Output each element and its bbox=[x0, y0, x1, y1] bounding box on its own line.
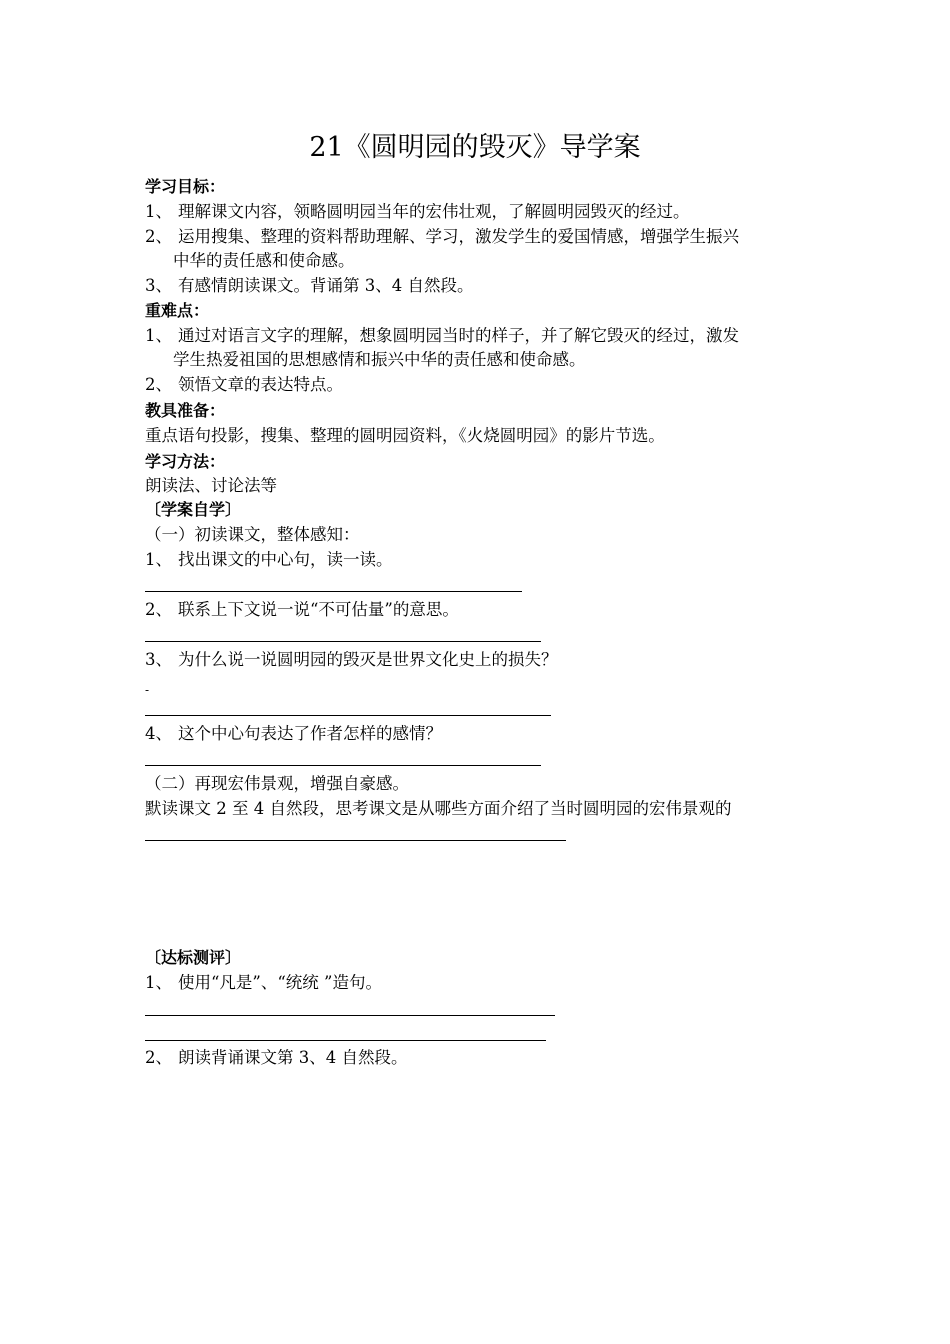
objective-text: 有感情朗读课文。背诵第 3、4 自然段。 bbox=[178, 276, 474, 295]
objectives-heading: 学习目标： bbox=[145, 177, 226, 196]
answer-line bbox=[145, 1040, 546, 1041]
assessment-heading: 〔达标测评〕 bbox=[145, 948, 242, 967]
self-study-heading: 〔学案自学〕 bbox=[145, 500, 242, 519]
assessment-number: 1、 bbox=[145, 973, 172, 992]
part1-heading: （一）初读课文，整体感知： bbox=[145, 525, 360, 544]
objective-item bbox=[145, 200, 690, 224]
methods-heading: 学习方法： bbox=[145, 452, 226, 471]
objective-number: 3、 bbox=[145, 276, 172, 295]
key-point-number: 1、 bbox=[145, 326, 172, 345]
question-number: 3、 bbox=[145, 650, 172, 669]
question-item bbox=[145, 548, 393, 572]
assessment-text: 朗读背诵课文第 3、4 自然段。 bbox=[178, 1048, 408, 1067]
assessment-item bbox=[145, 971, 382, 995]
materials-heading: 教具准备： bbox=[145, 401, 226, 420]
question-item bbox=[145, 648, 558, 672]
assessment-item bbox=[145, 1046, 408, 1070]
key-point-continuation: 学生热爱祖国的思想感情和振兴中华的责任感和使命感。 bbox=[173, 350, 586, 369]
question-text: 这个中心句表达了作者怎样的感情？ bbox=[178, 724, 442, 743]
answer-line bbox=[145, 840, 566, 841]
question-text: 联系上下文说一说“不可估量”的意思。 bbox=[178, 600, 459, 619]
part2-heading: （二）再现宏伟景观，增强自豪感。 bbox=[145, 774, 409, 793]
question-item bbox=[145, 598, 459, 622]
question-text: 为什么说一说圆明园的毁灭是世界文化史上的损失？ bbox=[178, 650, 558, 669]
objective-continuation: 中华的责任感和使命感。 bbox=[173, 251, 355, 270]
answer-line bbox=[145, 641, 541, 642]
objective-text: 运用搜集、整理的资料帮助理解、学习，激发学生的爱国情感，增强学生振兴 bbox=[178, 227, 739, 246]
objective-text: 理解课文内容，领略圆明园当年的宏伟壮观，了解圆明园毁灭的经过。 bbox=[178, 202, 690, 221]
answer-line bbox=[145, 765, 541, 766]
key-point-text: 领悟文章的表达特点。 bbox=[178, 375, 343, 394]
question-number: 2、 bbox=[145, 600, 172, 619]
objective-number: 2、 bbox=[145, 227, 172, 246]
materials-text: 重点语句投影，搜集、整理的圆明园资料，《火烧圆明园》的影片节选。 bbox=[145, 426, 665, 445]
key-point-item bbox=[145, 373, 343, 397]
question-item bbox=[145, 722, 442, 746]
question-text: 找出课文的中心句，读一读。 bbox=[178, 550, 393, 569]
question-number: 1、 bbox=[145, 550, 172, 569]
objective-item bbox=[145, 225, 739, 249]
key-points-heading: 重难点： bbox=[145, 301, 210, 320]
assessment-text: 使用“凡是”、“统统 ”造句。 bbox=[178, 973, 382, 992]
assessment-number: 2、 bbox=[145, 1048, 172, 1067]
stray-dash: - bbox=[145, 683, 150, 697]
key-point-number: 2、 bbox=[145, 375, 172, 394]
answer-line bbox=[145, 591, 522, 592]
key-point-item bbox=[145, 324, 739, 348]
methods-text: 朗读法、讨论法等 bbox=[145, 476, 277, 495]
document-title: 21《圆明园的毁灭》导学案 bbox=[309, 132, 641, 163]
objective-item bbox=[145, 274, 474, 298]
part2-text: 默读课文 2 至 4 自然段，思考课文是从哪些方面介绍了当时圆明园的宏伟景观的 bbox=[145, 799, 732, 818]
question-number: 4、 bbox=[145, 724, 172, 743]
objective-number: 1、 bbox=[145, 202, 172, 221]
key-point-text: 通过对语言文字的理解，想象圆明园当时的样子，并了解它毁灭的经过，激发 bbox=[178, 326, 739, 345]
answer-line bbox=[145, 715, 551, 716]
answer-line bbox=[145, 1015, 555, 1016]
